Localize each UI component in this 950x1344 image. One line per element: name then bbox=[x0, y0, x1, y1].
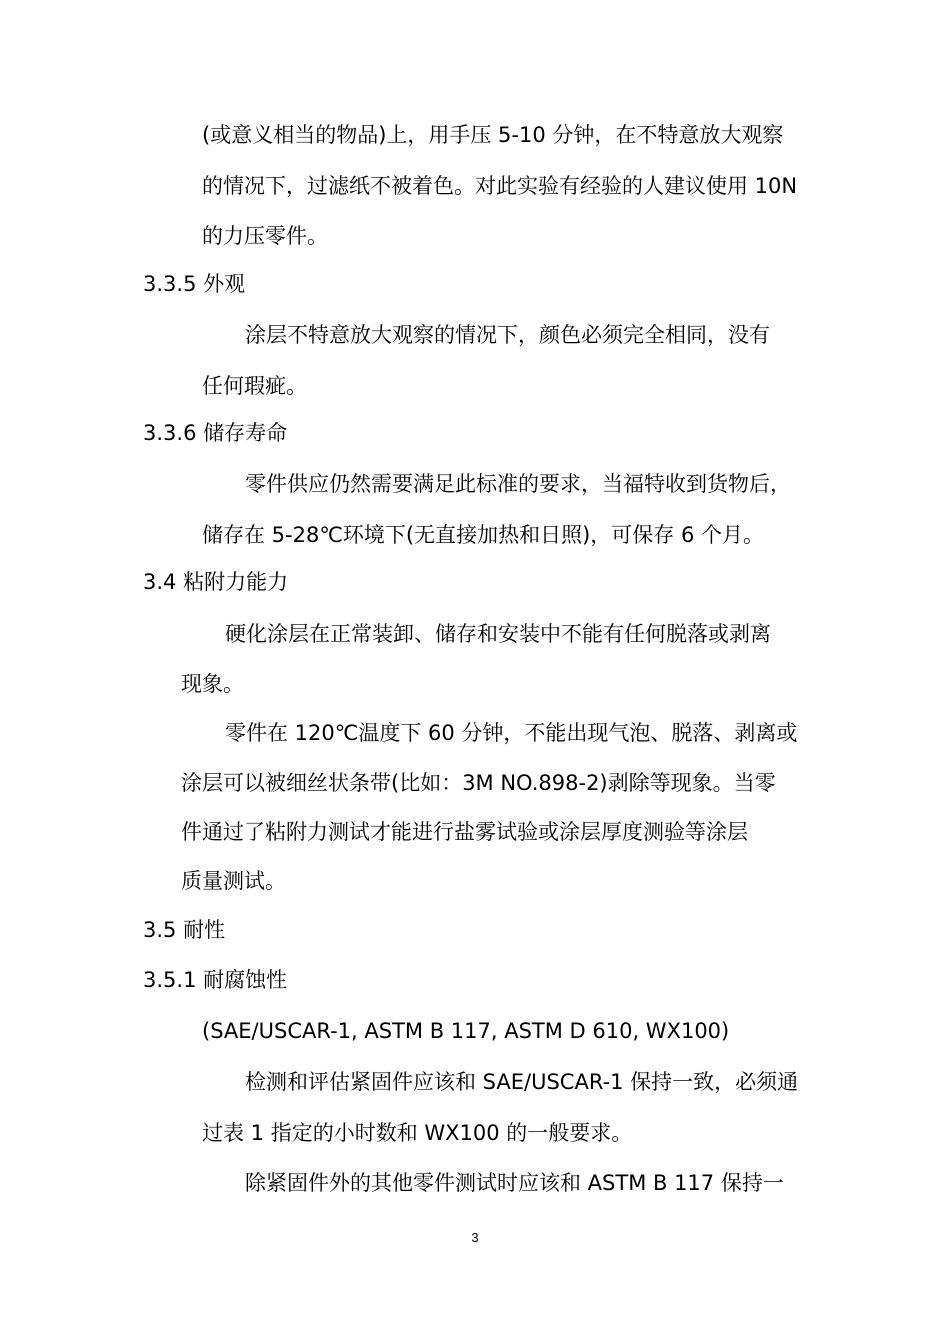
body-text-line: 过表 1 指定的小时数和 WX100 的一般要求。 bbox=[202, 1121, 633, 1145]
body-text-line: 检测和评估紧固件应该和 SAE/USCAR-1 保持一致，必须通 bbox=[245, 1070, 799, 1094]
body-text-line: 涂层可以被细丝状条带(比如：3M NO.898-2)剥除等现象。当零 bbox=[181, 771, 776, 795]
body-text-line: 零件在 120℃温度下 60 分钟，不能出现气泡、脱落、剥离或 bbox=[225, 721, 798, 745]
standards-reference: (SAE/USCAR-1, ASTM B 117, ASTM D 610, WX100) bbox=[202, 1019, 730, 1043]
body-text-line: 除紧固件外的其他零件测试时应该和 ASTM B 117 保持一 bbox=[245, 1171, 784, 1195]
body-text-line: 涂层不特意放大观察的情况下，颜色必须完全相同，没有 bbox=[245, 323, 770, 347]
page-number: 3 bbox=[471, 1230, 479, 1245]
body-text-line: 现象。 bbox=[181, 672, 244, 696]
body-text-line: 零件供应仍然需要满足此标准的要求，当福特收到货物后， bbox=[245, 472, 791, 496]
body-text-line: 件通过了粘附力测试才能进行盐雾试验或涂层厚度测验等涂层 bbox=[181, 820, 748, 844]
section-heading-3-5-1: 3.5.1 耐腐蚀性 bbox=[143, 968, 288, 992]
body-text-line: 硬化涂层在正常装卸、储存和安装中不能有任何脱落或剥离 bbox=[225, 622, 771, 646]
section-heading-3-4: 3.4 粘附力能力 bbox=[143, 570, 289, 594]
body-text-line: 的力压零件。 bbox=[202, 224, 328, 248]
section-heading-3-3-6: 3.3.6 储存寿命 bbox=[143, 421, 288, 445]
body-text-line: 质量测试。 bbox=[181, 869, 286, 893]
body-text-line: 任何瑕疵。 bbox=[202, 374, 307, 398]
body-text-line: 储存在 5-28℃环境下(无直接加热和日照)，可保存 6 个月。 bbox=[202, 523, 765, 547]
section-heading-3-3-5: 3.3.5 外观 bbox=[143, 272, 246, 296]
section-heading-3-5: 3.5 耐性 bbox=[143, 918, 226, 942]
body-text-line: 的情况下，过滤纸不被着色。对此实验有经验的人建议使用 10N bbox=[202, 174, 798, 198]
body-text-line: (或意义相当的物品)上，用手压 5-10 分钟，在不特意放大观察 bbox=[202, 123, 784, 147]
